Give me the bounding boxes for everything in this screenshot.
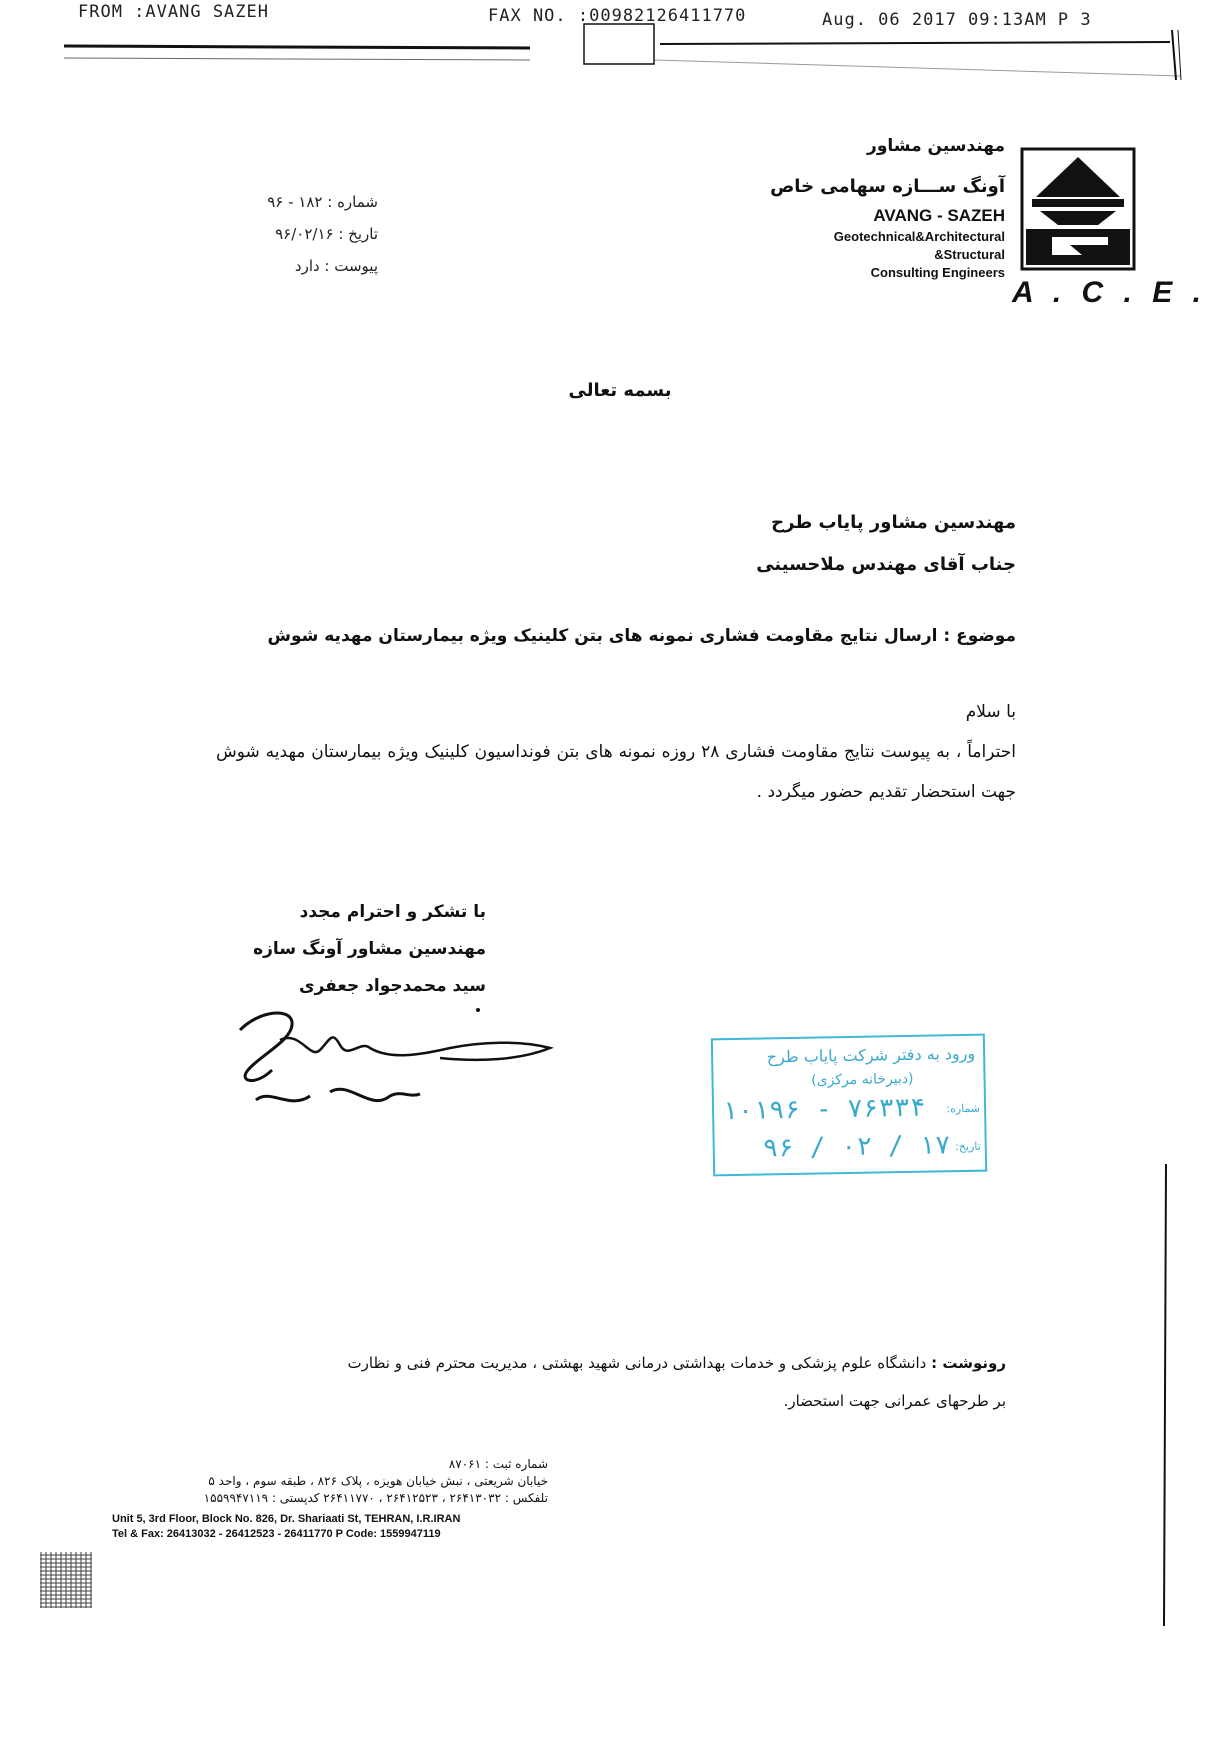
footer-reg-no: شماره ثبت : ۸۷۰۶۱ xyxy=(448,1457,548,1471)
qr-code-icon xyxy=(40,1552,92,1608)
footer-address-fa: خیابان شریعتی ، نبش خیابان هویزه ، پلاک ۸۲۶ ، طبقه سوم ، واحد ۵ xyxy=(208,1474,548,1488)
fax-from: FROM :AVANG SAZEH xyxy=(78,2,269,22)
fax-date-time: Aug. 06 2017 09:13AM P 3 xyxy=(822,10,1092,30)
receipt-stamp xyxy=(711,1034,987,1177)
signature-company: مهندسین مشاور آونگ سازه xyxy=(253,939,486,959)
letterhead-acronym: A . C . E . xyxy=(1012,276,1207,309)
recipient-line1: مهندسین مشاور پایاب طرح xyxy=(771,512,1016,533)
fax-header-rules xyxy=(0,0,1228,90)
letterhead-en-tagline xyxy=(834,228,1005,282)
cc-line1-text: دانشگاه علوم پزشکی و خدمات بهداشتی درمانی شهید بهشتی ، مدیریت محترم فنی و نظارت xyxy=(347,1354,927,1372)
stamp-date-value: ۹۶ / ۰۲ / ۱۷ xyxy=(762,1130,951,1164)
recipient-block xyxy=(516,502,1016,586)
letter-subject: موضوع : ارسال نتایج مقاومت فشاری نمونه های بتن کلینیک ویژه بیمارستان مهدیه شوش xyxy=(267,626,1016,646)
letter-attachment: پیوست : دارد xyxy=(294,257,378,275)
ace-logo xyxy=(1018,145,1138,275)
letter-body: احتراماً ، به پیوست نتایج مقاومت فشاری ۲۸ روزه نمونه های بتن فونداسیون کلینیک ویژه بیمارستان مهدیه شوش جهت استحضار تقدیم حضور میگردد . xyxy=(216,742,1016,802)
letterhead-fa-line1: مهندسین مشاور xyxy=(867,136,1005,156)
stamp-title: ورود به دفتر شرکت پایاب طرح xyxy=(766,1043,976,1067)
greeting: با سلام xyxy=(965,702,1016,722)
signature-closing: با تشکر و احترام مجدد xyxy=(299,902,486,922)
bismillah: بسمه تعالی xyxy=(568,380,672,401)
letter-number: شماره : ۱۸۲ - ۹۶ xyxy=(267,193,378,211)
footer-address-en: Unit 5, 3rd Floor, Block No. 826, Dr. Shariaati St, TEHRAN, I.R.IRAN xyxy=(112,1513,461,1525)
recipient-line2: جناب آقای مهندس ملاحسینی xyxy=(756,554,1016,575)
letter-date: تاریخ : ۹۶/۰۲/۱۶ xyxy=(275,225,378,243)
stamp-date-label: تاریخ: xyxy=(955,1139,981,1154)
footer-en-block xyxy=(112,1512,562,1542)
letterhead-en-name: AVANG - SAZEH xyxy=(873,206,1005,225)
cc-line2: بر طرحهای عمرانی جهت استحضار. xyxy=(783,1392,1006,1410)
letterhead-fa-line2: آونگ ســـازه سهامی خاص xyxy=(770,176,1005,197)
footer-phone-en: Tel & Fax: 26413032 - 26412523 - 26411770 P Code: 1559947119 xyxy=(112,1528,441,1540)
signature-block xyxy=(186,894,486,1005)
cc-line1: رونوشت : دانشگاه علوم پزشکی و خدمات بهداشتی درمانی شهید بهشتی ، مدیریت محترم فنی و نظارت xyxy=(347,1354,1006,1372)
stamp-subtitle: (دبیرخانه مرکزی) xyxy=(811,1070,914,1089)
tagline-line2: &Structural xyxy=(934,247,1005,262)
tagline-line3: Consulting Engineers xyxy=(870,265,1005,280)
stamp-number-value: ۱۰۱۹۶ - ۷۶۳۳۴ xyxy=(721,1092,926,1127)
margin-line xyxy=(1160,1160,1172,1630)
letter-meta xyxy=(218,186,378,282)
footer-phone-fa: تلفکس : ۲۶۴۱۳۰۳۲ ، ۲۶۴۱۲۵۲۳ ، ۲۶۴۱۱۷۷۰ کدپستی : ۱۵۵۹۹۴۷۱۱۹ xyxy=(203,1491,548,1505)
cc-block xyxy=(206,1344,1006,1420)
stamp-number-label: شماره: xyxy=(946,1101,981,1116)
signature-name: سید محمدجواد جعفری xyxy=(298,976,486,996)
footer-block xyxy=(108,1456,548,1507)
fax-number: FAX NO. :00982126411770 xyxy=(488,6,747,26)
tagline-line1: Geotechnical&Architectural xyxy=(833,229,1005,244)
